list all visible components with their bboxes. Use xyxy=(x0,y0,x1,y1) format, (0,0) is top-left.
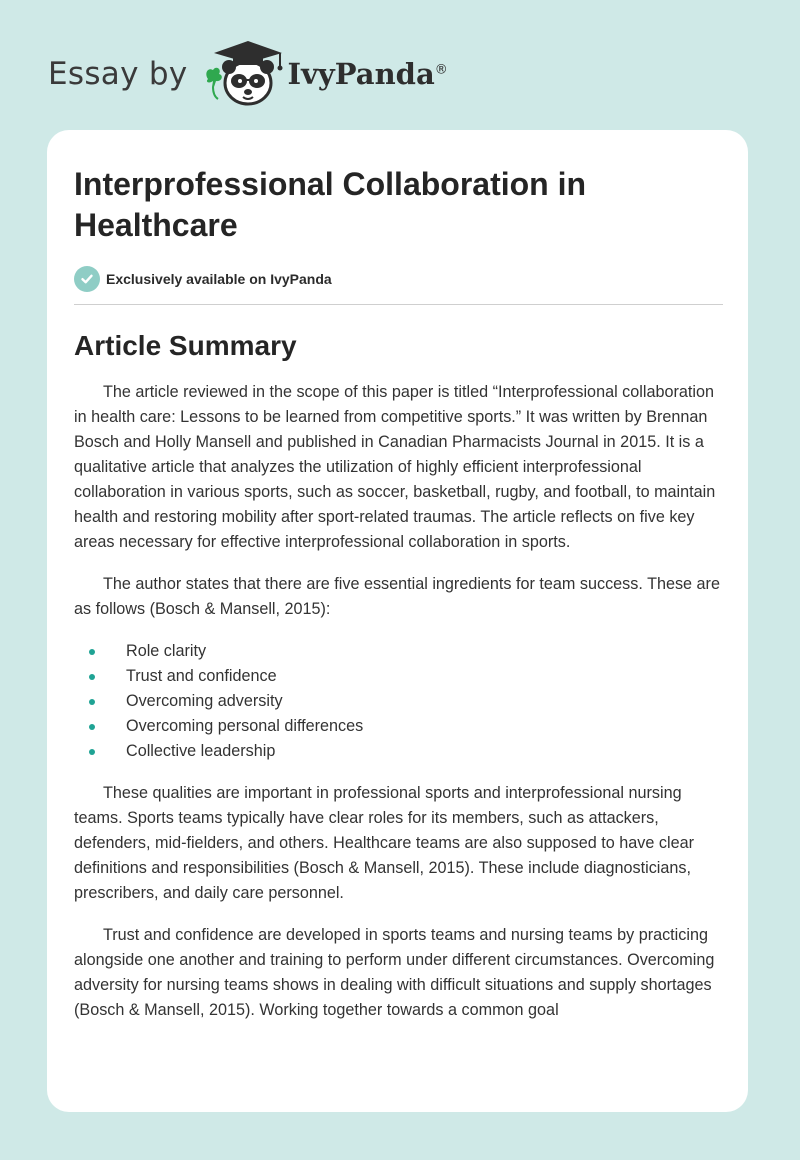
exclusive-badge xyxy=(74,265,723,293)
panda-graduate-icon xyxy=(202,39,286,109)
exclusive-text: Exclusively available on IvyPanda xyxy=(106,271,332,287)
brand-header[interactable] xyxy=(48,38,448,110)
brand-prefix: Essay by xyxy=(48,56,188,92)
list-item: Trust and confidence xyxy=(74,664,723,689)
check-icon xyxy=(74,266,100,292)
section-heading: Article Summary xyxy=(74,330,297,361)
ingredients-list xyxy=(74,639,723,764)
divider xyxy=(74,304,723,305)
brand-name: IvyPanda® xyxy=(287,57,448,91)
paragraph: The article reviewed in the scope of this paper is titled “Interprofessional collaboration in health care: Lessons to be learned from competitive sports.” It was written by Brennan Bosch and Holly Mansell and published in Canadian Pharmacists Journal in 2015. It is a qualitative article that analyzes the utilization of highly efficient interprofessional collaboration in various sports, such as soccer, basketball, rugby, and football, to maintain health and restoring mobility after sport-related traumas. The article reflects on five key areas necessary for effective interprofessional collaboration in sports. xyxy=(74,383,716,551)
article-card xyxy=(47,130,748,1112)
page-title: Interprofessional Collaboration in Healthcare xyxy=(74,166,587,243)
list-item: Overcoming adversity xyxy=(74,689,723,714)
paragraph: The author states that there are five essential ingredients for team success. These are as follows (Bosch & Mansell, 2015): xyxy=(74,575,720,618)
list-item: Collective leadership xyxy=(74,739,723,764)
paragraph: Trust and confidence are developed in sports teams and nursing teams by practicing alongside one another and training to perform under different circumstances. Overcoming adversity for nursing teams shows in dealing with difficult situations and supply shortages (Bosch & Mansell, 2015). Working together towards a common goal xyxy=(74,926,715,1019)
article-content xyxy=(74,164,723,1023)
paragraph: These qualities are important in professional sports and interprofessional nursing teams. Sports teams typically have clear roles for its members, such as attackers, defenders, mid-fielders, and others. Healthcare teams are also supposed to have clear definitions and responsibilities (Bosch & Mansell, 2015). These include diagnosticians, prescribers, and daily care personnel. xyxy=(74,784,694,902)
list-item: Overcoming personal differences xyxy=(74,714,723,739)
list-item: Role clarity xyxy=(74,639,723,664)
registered-mark: ® xyxy=(434,62,448,78)
